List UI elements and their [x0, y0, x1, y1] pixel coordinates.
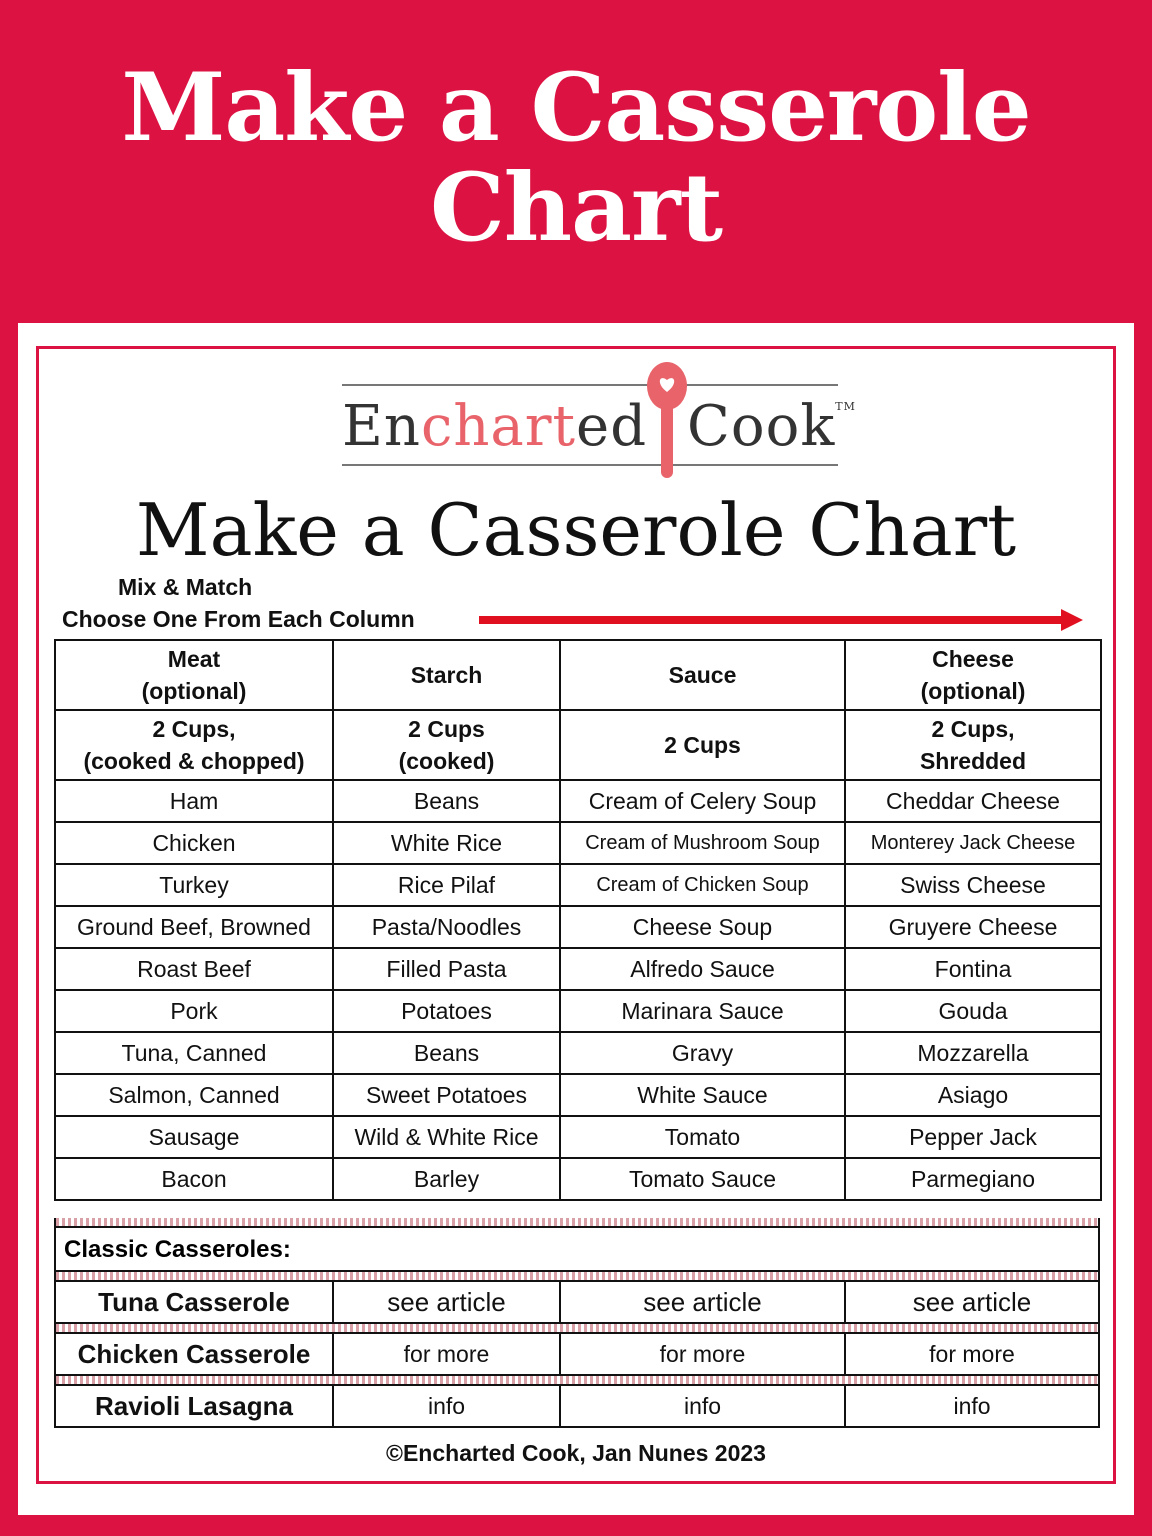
amount-row: [55, 710, 1101, 780]
amount-starch: [333, 710, 560, 780]
classic-note: for more: [334, 1334, 561, 1374]
table-row: [55, 1032, 1101, 1074]
stripe-divider: [54, 1272, 1100, 1280]
table-cell: Pepper Jack: [845, 1116, 1101, 1158]
table-cell: Tuna, Canned: [55, 1032, 333, 1074]
classic-row: [54, 1384, 1100, 1428]
banner-title-line2: Chart: [429, 153, 722, 263]
column-title-starch: [333, 640, 560, 710]
table-cell: Pasta/Noodles: [333, 906, 560, 948]
meat-subtitle: (optional): [141, 678, 247, 704]
logo-text-part3: ed: [576, 394, 648, 459]
column-title-row: [55, 640, 1101, 710]
table-row: [55, 906, 1101, 948]
classic-casseroles: [54, 1218, 1100, 1428]
table-cell: Cream of Celery Soup: [560, 780, 845, 822]
table-cell: Ground Beef, Browned: [55, 906, 333, 948]
stripe-divider: [54, 1218, 1100, 1226]
table-row: [55, 990, 1101, 1032]
starch-title: Starch: [410, 662, 483, 688]
table-cell: Mozzarella: [845, 1032, 1101, 1074]
table-cell: Wild & White Rice: [333, 1116, 560, 1158]
cheese-amount: 2 Cups,: [931, 716, 1015, 742]
table-cell: Cream of Mushroom Soup: [560, 822, 845, 864]
table-cell: Gouda: [845, 990, 1101, 1032]
classic-note: info: [953, 1393, 991, 1419]
banner-title-line1: Make a Casserole: [121, 53, 1031, 163]
cheese-subtitle: (optional): [920, 678, 1026, 704]
table-cell: Bacon: [55, 1158, 333, 1200]
stripe-divider: [54, 1324, 1100, 1332]
classic-note: info: [334, 1386, 561, 1426]
table-cell: Beans: [333, 1032, 560, 1074]
logo-bottom-line: [342, 464, 838, 466]
logo-tm: TM: [835, 400, 856, 413]
table-cell: Roast Beef: [55, 948, 333, 990]
banner-title: [0, 53, 1152, 263]
meat-amount: 2 Cups,: [152, 716, 236, 742]
table-cell: Beans: [333, 780, 560, 822]
classic-row: [54, 1280, 1100, 1324]
classic-name: Ravioli Lasagna: [56, 1386, 334, 1426]
table-row: [55, 1074, 1101, 1116]
instruction-choose-one: Choose One From Each Column: [62, 606, 415, 632]
table-cell: Chicken: [55, 822, 333, 864]
amount-cheese: [845, 710, 1101, 780]
table-cell: Tomato Sauce: [560, 1158, 845, 1200]
table-cell: Alfredo Sauce: [560, 948, 845, 990]
classic-note: info: [561, 1386, 846, 1426]
table-cell: Filled Pasta: [333, 948, 560, 990]
starch-amount: 2 Cups: [408, 716, 485, 742]
chart-title: Make a Casserole Chart: [135, 488, 1017, 572]
column-title-meat: [55, 640, 333, 710]
logo-text-part2: chart: [420, 394, 577, 459]
amount-meat: [55, 710, 333, 780]
starch-amount-note: (cooked): [398, 748, 495, 774]
table-cell: Pork: [55, 990, 333, 1032]
table-cell: Tomato: [560, 1116, 845, 1158]
logo-text-part1: En: [342, 394, 421, 459]
table-cell: Potatoes: [333, 990, 560, 1032]
classic-note: for more: [929, 1341, 1015, 1367]
table-row: [55, 864, 1101, 906]
classic-note: see article: [561, 1282, 846, 1322]
table-cell: White Rice: [333, 822, 560, 864]
table-cell: Asiago: [845, 1074, 1101, 1116]
table-cell: Parmegiano: [845, 1158, 1101, 1200]
classic-name: Tuna Casserole: [56, 1282, 334, 1322]
sauce-amount: 2 Cups: [664, 732, 741, 758]
table-cell: Cheese Soup: [560, 906, 845, 948]
table-cell: Turkey: [55, 864, 333, 906]
classic-note: see article: [912, 1287, 1032, 1317]
classic-name: Chicken Casserole: [56, 1334, 334, 1374]
table-cell: Gruyere Cheese: [845, 906, 1101, 948]
column-title-sauce: [560, 640, 845, 710]
classic-header: Classic Casseroles:: [54, 1226, 1100, 1272]
amount-sauce: [560, 710, 845, 780]
table-cell: Salmon, Canned: [55, 1074, 333, 1116]
table-row: [55, 780, 1101, 822]
table-cell: Marinara Sauce: [560, 990, 845, 1032]
casserole-table: [54, 639, 1102, 1201]
table-cell: White Sauce: [560, 1074, 845, 1116]
meat-amount-note: (cooked & chopped): [83, 748, 305, 774]
table-cell: Fontina: [845, 948, 1101, 990]
logo-top-line: [342, 384, 838, 386]
logo-text: [342, 394, 856, 459]
table-row: [55, 1116, 1101, 1158]
table-row: [55, 948, 1101, 990]
table-cell: Monterey Jack Cheese: [845, 822, 1101, 864]
classic-row: [54, 1332, 1100, 1376]
table-cell: Cream of Chicken Soup: [560, 864, 845, 906]
cheese-title: Cheese: [932, 646, 1014, 672]
spoon-heart-icon: [642, 360, 692, 480]
table-cell: Barley: [333, 1158, 560, 1200]
table-cell: Rice Pilaf: [333, 864, 560, 906]
arrow-right-icon: [479, 609, 1083, 631]
table-row: [55, 822, 1101, 864]
copyright-footer: ©Encharted Cook, Jan Nunes 2023: [386, 1440, 766, 1466]
instruction-mix-match: Mix & Match: [118, 574, 253, 600]
table-cell: Sausage: [55, 1116, 333, 1158]
table-cell: Ham: [55, 780, 333, 822]
classic-note: see article: [334, 1282, 561, 1322]
table-cell: Gravy: [560, 1032, 845, 1074]
logo-text-part4: Cook: [687, 394, 836, 459]
cheese-amount-note: Shredded: [919, 748, 1027, 774]
sauce-title: Sauce: [668, 662, 737, 688]
stripe-divider: [54, 1376, 1100, 1384]
classic-note: for more: [561, 1334, 846, 1374]
table-cell: Swiss Cheese: [845, 864, 1101, 906]
table-cell: Cheddar Cheese: [845, 780, 1101, 822]
logo: [342, 360, 856, 480]
meat-title: Meat: [167, 646, 221, 672]
table-cell: Sweet Potatoes: [333, 1074, 560, 1116]
column-title-cheese: [845, 640, 1101, 710]
table-row: [55, 1158, 1101, 1200]
